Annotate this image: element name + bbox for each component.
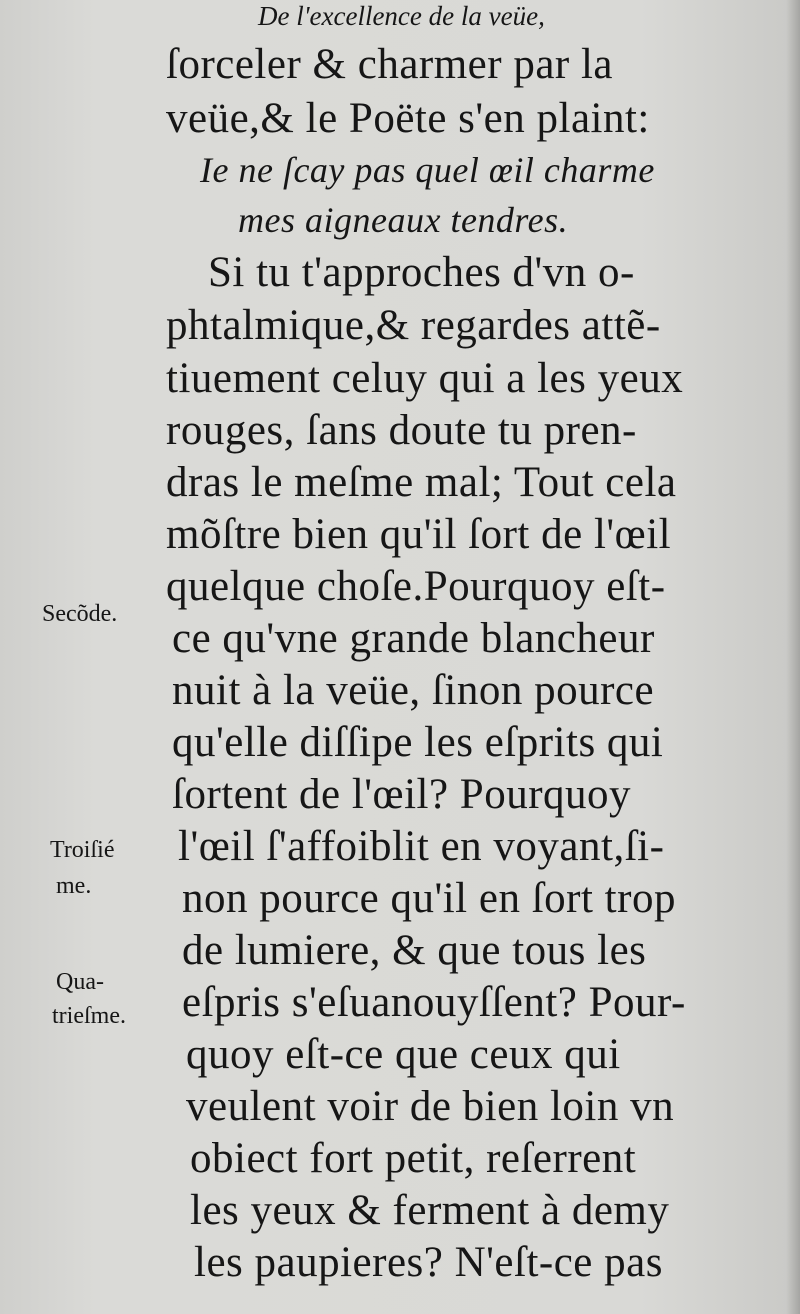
text-line: nuit à la veüe, ſinon pource <box>172 667 655 714</box>
page-edge-shadow <box>786 0 800 1314</box>
text-line: quelque choſe.Pourquoy eſt- <box>166 563 666 610</box>
text-line: ſorceler & charmer par la <box>166 41 614 88</box>
text-line: ce qu'vne grande blancheur <box>172 615 655 662</box>
quote-line: Ie ne ſcay pas quel œil charme <box>200 150 655 190</box>
margin-note-troisieme-cont: me. <box>56 873 92 899</box>
text-line: les yeux & ferment à demy <box>190 1187 670 1234</box>
text-line: dras le meſme mal; Tout cela <box>166 459 677 506</box>
text-line: ſortent de l'œil? Pourquoy <box>172 771 632 818</box>
text-line: les paupieres? N'eſt-ce pas <box>194 1239 663 1286</box>
text-line: mõſtre bien qu'il ſort de l'œil <box>166 511 672 558</box>
text-line: l'œil ſ'affoiblit en voyant,ſi- <box>178 823 665 870</box>
quote-line: mes aigneaux tendres. <box>238 200 569 240</box>
margin-note-quatriesme-cont: trieſme. <box>52 1003 126 1029</box>
text-line: tiuement celuy qui a les yeux <box>166 355 684 402</box>
text-line: veulent voir de bien loin vn <box>186 1083 675 1130</box>
margin-note-troisieme: Troiſié <box>50 837 115 863</box>
text-line: phtalmique,& regardes attẽ- <box>166 302 661 349</box>
text-line: Si tu t'approches d'vn o- <box>208 249 635 296</box>
running-head: De l'excellence de la veüe, <box>258 1 545 31</box>
text-line: de lumiere, & que tous les <box>182 927 647 974</box>
text-line: veüe,& le Poëte s'en plaint: <box>166 95 650 142</box>
text-line: obiect fort petit, reſerrent <box>190 1135 637 1182</box>
margin-note-quatriesme: Qua- <box>56 969 104 995</box>
text-line: qu'elle diſſipe les eſprits qui <box>172 719 664 766</box>
margin-note-seconde: Secõde. <box>42 601 118 627</box>
text-line: rouges, ſans doute tu pren- <box>166 407 637 454</box>
text-line: quoy eſt-ce que ceux qui <box>186 1031 621 1078</box>
text-line: eſpris s'eſuanouyſſent? Pour- <box>182 979 686 1026</box>
text-line: non pource qu'il en ſort trop <box>182 875 676 922</box>
